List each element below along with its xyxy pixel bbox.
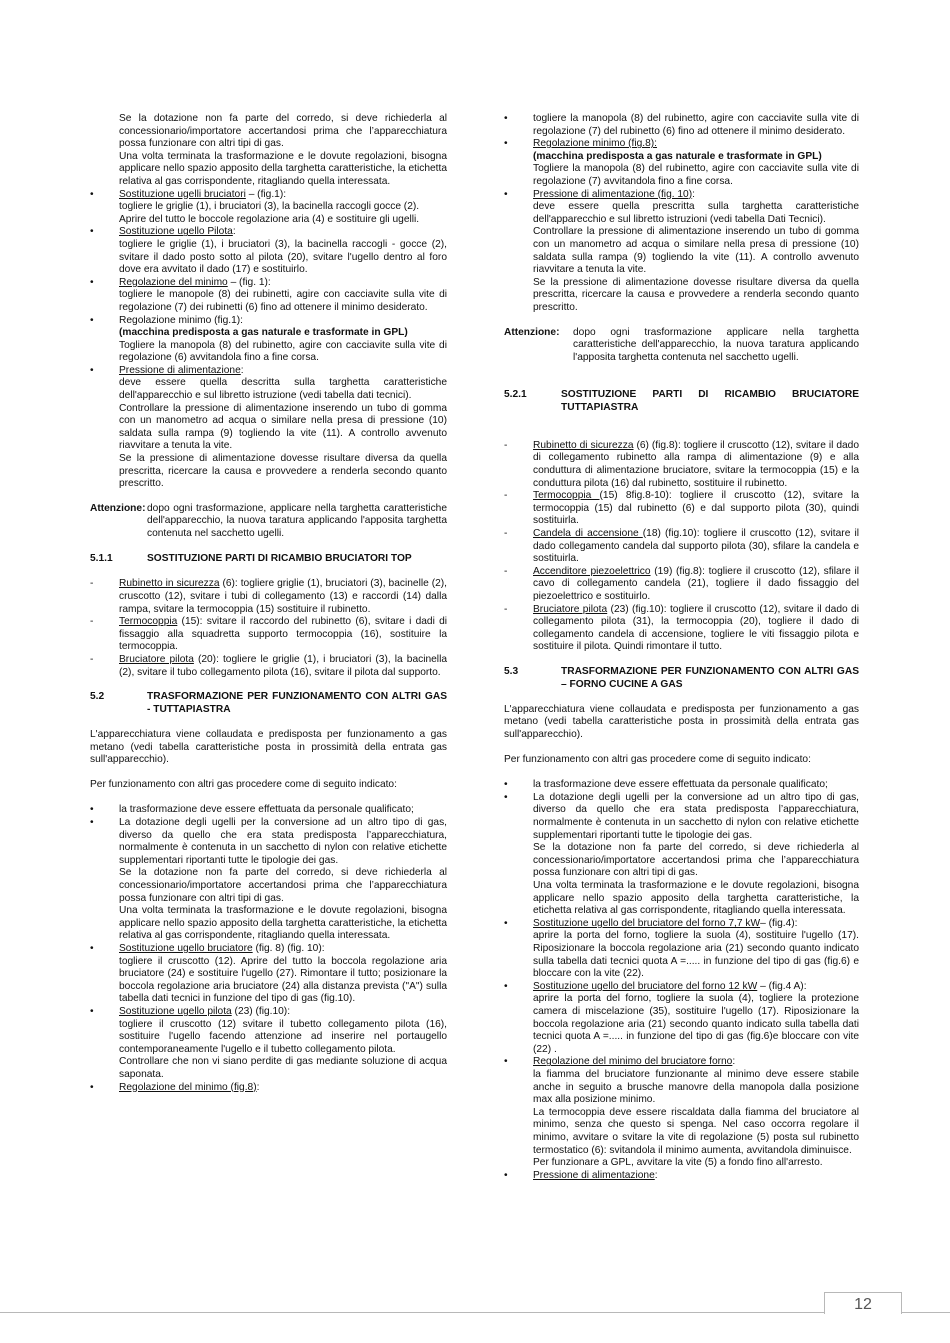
list-item	[90, 578, 447, 616]
item-text: Togliere la manopola (8) del rubinetto, agire con cacciavite sulla vite di regolazione (7) avvitandola fino a fine corsa.	[533, 163, 859, 187]
item-text: Se la dotazione non fa parte del corredo, si deve richiederla al concessionario/importatore accertandosi prima che l’apparecchiatura possa funzionare con altri tipi di gas.	[533, 842, 859, 879]
section-title: SOSTITUZIONE PARTI DI RICAMBIO BRUCIATORI TOP	[147, 553, 412, 565]
left-column	[90, 113, 447, 1106]
list-item	[504, 981, 859, 1057]
item-text: Controllare la pressione di alimentazione inserendo un tubo di gomma con un manometro ad acqua o similare nella presa di pressione (10) saldata sulla rampa (9) togliendo la vite (11). A controllo avvenuto riavvitare a tenuta la vite.	[533, 226, 859, 276]
item-text: la fiamma del bruciatore funzionante al minimo deve essere stabile anche in seguito a brusche manovre della manopola dalla posizione max alla posizione minimo.	[533, 1068, 859, 1106]
item-text: aprire la porta del forno, togliere la suola (4), togliere la protezione camera di miscelazione (35), sostituire l'ugello (17). Riposizionare la boccola regolazione aria (21) secondo quanto indicato sulla tabella dati tecnici quota A =..... in funzione del tipo di gas (fig.6)e bloccare con vite (22) .	[533, 993, 859, 1055]
list-item	[504, 440, 859, 490]
section-heading	[90, 691, 447, 716]
paragraph: Se la dotazione non fa parte del corredo, si deve richiederla al concessionario/importatore accertandosi prima che l’apparecchiatura possa funzionare con altri tipi di gas.	[119, 113, 447, 150]
item-text: Togliere la manopola (8) del rubinetto, agire con cacciavite sulla vite di regolazione (6) avvitandola fino a fine corsa.	[119, 339, 447, 364]
item-text: (19) (fig.8): togliere il cruscotto (12), sfilare il cavo di collegamento candela (21), togliere il dado fissaggio del piezoelettrico e sostituirlo.	[533, 565, 859, 602]
item-text: Aprire del tutto le boccole regolazione aria (4) e sostituire gli ugelli.	[119, 213, 420, 225]
list-item	[90, 943, 447, 1006]
item-text: aprire la porta del forno, togliere la suola (4), sostituire l'ugello (17). Riposizionare la boccola regolazione aria (21) secondo quanto indicato sulla tabella dati tecnici quota A =..... in funzione del tipo di gas (fig.6) e bloccare con la vite (22).	[533, 930, 859, 980]
list-item	[90, 226, 447, 276]
item-text: Se la dotazione non fa parte del corredo, si deve richiederla al concessionario/importatore accertandosi prima che l’apparecchiatura possa funzionare con altri tipi di gas.	[119, 867, 447, 904]
item-text: (6) (fig.8): togliere il cruscotto (12), svitare il dado di collegamento rubinetto alla rampa di alimentazione (9) e alla conduttura di alimentazione bruciatore, svitare la termocoppia (15) e la conduttura pilota (16) dal rubinetto, sostituire il rubinetto.	[533, 439, 859, 489]
section-title: TRASFORMAZIONE PER FUNZIONAMENTO CON ALTRI GAS – FORNO CUCINE A GAS	[561, 665, 859, 690]
item-text: togliere la manopola (8) del rubinetto, agire con cacciavite sulla vite di regolazione (7) del rubinetto (6) fino ad ottenere il minimo desiderato.	[533, 113, 859, 137]
item-title: Regolazione minimo (fig.8):	[533, 138, 658, 150]
item-tail: :	[240, 364, 244, 376]
list-item	[90, 189, 447, 227]
item-title: Sostituzione ugello bruciatore	[119, 943, 253, 954]
item-tail: – (fig.1):	[245, 188, 287, 200]
paragraph: Per funzionamento con altri gas procedere come di seguito indicato:	[90, 779, 397, 791]
list-item	[90, 616, 447, 654]
section-heading	[90, 553, 447, 566]
list-item	[504, 138, 859, 188]
item-tail: :	[654, 1169, 658, 1181]
item-text: Controllare che non vi siano perdite di gas mediante soluzione di acqua saponata.	[119, 1056, 447, 1080]
item-text: Se la pressione di alimentazione dovesse risultare diversa da quella prescritta, ricercare la causa e provvedere a renderla secondo quanto prescritto.	[533, 276, 859, 313]
item-text: deve essere quella prescritta sulla targhetta caratteristiche dell'apparecchio e sul libretto istruzioni (vedi tabella Dati Tecnici).	[533, 201, 859, 225]
item-text: togliere il cruscotto (12). Aprire del tutto la boccola regolazione aria bruciatore (24) e sostituire l'ugello (27). Rimontare il tutto; posizionare la boccola regolazione aria bruciatore (24) alla distanza prevista ("A") sulla tabella dati tecnici in funzione del tipo di gas (fig.10).	[119, 955, 447, 1005]
item-title: Pressione di alimentazione (fig. 10)	[533, 188, 693, 200]
item-text: (6): togliere griglie (1), bruciatori (3), bacinelle (2), cruscotto (12), svitare i tubi di collegamento (13) e raccordi (14) dalla rampa, svitare la termocoppia (15) sostituire il rubinetto.	[119, 578, 447, 615]
item-tail: :	[732, 1056, 736, 1068]
item-title: Regolazione del minimo del bruciatore forno	[533, 1056, 733, 1068]
item-text: Se la pressione di alimentazione dovesse risultare diversa da quella prescritta, ricercare la causa e provvedere a renderla secondo quanto prescritto.	[119, 453, 447, 490]
attention-label: Attenzione:	[504, 326, 560, 338]
item-title: Sostituzione ugello del bruciatore del forno 12 kW	[533, 980, 758, 992]
item-title: Sostituzione ugello pilota	[119, 1005, 232, 1017]
attention-note	[504, 327, 859, 365]
paragraph: Una volta terminata la trasformazione e le dovute regolazioni, bisogna applicare nello spazio apposito della targhetta caratteristiche, la etichetta relativa al gas corrispondente, ritagliando quella interessata.	[119, 150, 447, 187]
item-text: (15) 8fig.8-10): togliere il cruscotto (12), svitare la termocoppia (15) dal rubinetto (6) e dal supporto pilota (30), quindi sostituirla.	[533, 490, 859, 527]
item-tail: – (fig.4):	[760, 917, 798, 929]
list-item	[504, 113, 859, 138]
attention-label: Attenzione:	[90, 502, 146, 514]
item-title: Accenditore piezoelettrico	[533, 565, 651, 577]
list-item	[90, 654, 447, 679]
item-text: Una volta terminata la trasformazione e le dovute regolazioni, bisogna applicare nello spazio apposito della targhetta caratteristiche, la etichetta relativa al gas corrispondente, ritagliando quella interessata.	[119, 905, 447, 942]
item-title: Bruciatore pilota	[533, 603, 608, 615]
section-number: 5.3	[504, 665, 519, 677]
attention-text: dopo ogni trasformazione, applicare nella targhetta caratteristiche dell'apparecchio, la nuova taratura applicando l'apposita targhetta contenuta nel sacchetto ugelli.	[147, 502, 447, 539]
list-item	[504, 1056, 859, 1169]
footer-divider	[0, 1312, 950, 1313]
item-text: (15): svitare il raccordo del rubinetto (6), svitare i dadi di fissaggio alla squadretta supporto termocoppia (16), sostituire la termocoppia.	[119, 616, 447, 653]
item-tail: Regolazione minimo (fig.1):	[119, 314, 244, 326]
list-item	[90, 804, 447, 817]
item-bold-text: (macchina predisposta a gas naturale e trasformate in GPL)	[533, 150, 822, 162]
item-title: Pressione di alimentazione	[119, 364, 241, 376]
item-text: togliere le manopole (8) dei rubinetti, agire con cacciavite sulla vite di regolazione (7) dei rubinetti (6) fino ad ottenere il minimo desiderato.	[119, 289, 447, 313]
item-text: la trasformazione deve essere effettuata da personale qualificato;	[119, 804, 414, 816]
item-tail: – (fig. 1):	[227, 276, 271, 288]
list-item	[504, 918, 859, 981]
list-item	[504, 189, 859, 315]
item-title: Sostituzione ugelli bruciatori	[119, 188, 246, 200]
item-tail: :	[256, 1081, 260, 1093]
item-text: (18) (fig.10): togliere il cruscotto (12), svitare il dado collegamento candela dal supporto pilota (30), sfilare la candela e sostituirla.	[533, 528, 859, 565]
item-tail: (fig. 8) (fig. 10):	[252, 943, 325, 954]
section-number: 5.2	[90, 691, 105, 703]
list-item	[504, 566, 859, 604]
item-title: Bruciatore pilota	[119, 653, 194, 665]
item-text: La termocoppia deve essere riscaldata dalla fiamma del bruciatore al minimo, senza che questo si spenga. Nel caso occorra regolare il minimo, avvitare o svitare la vite di regolazione (5) posta sul rubinetto termostatico (6): svitandola il minimo aumenta, avvitandola diminuisce.	[533, 1106, 859, 1156]
paragraph: L'apparecchiatura viene collaudata e predisposta per funzionamento a gas metano (vedi tabella caratteristiche posta in prossimità della entrata gas sull'apparecchio).	[504, 703, 859, 740]
page-number: 12	[824, 1292, 902, 1314]
item-title: Rubinetto in sicurezza	[119, 578, 220, 590]
paragraph: Per funzionamento con altri gas procedere come di seguito indicato:	[504, 754, 811, 766]
item-text: La dotazione degli ugelli per la conversione ad un altro tipo di gas, diverso da quello che era stata predisposta l’apparecchiatura, normalmente è contenuta in un sacchetto di nylon con relative etichette supplementari riportanti tutte le tipologie dei gas.	[119, 817, 447, 866]
item-text: La dotazione degli ugelli per la conversione ad un altro tipo di gas, diverso da quello che era stata predisposta l’apparecchiatura, normalmente è contenuta in un sacchetto di nylon con relative etichette supplementari riportanti tutte le tipologie dei gas.	[533, 791, 859, 841]
item-title: Regolazione del minimo (fig.8)	[119, 1081, 257, 1093]
bullet-list	[504, 779, 859, 1182]
item-title: Termocoppia	[533, 490, 600, 502]
list-item	[504, 490, 859, 528]
section-heading	[504, 389, 859, 414]
list-item	[90, 817, 447, 943]
list-item	[504, 779, 859, 792]
item-tail: – (fig.4 A):	[757, 980, 807, 992]
item-text: la trasformazione deve essere effettuata da personale qualificato;	[533, 779, 828, 791]
item-title: Candela di accensione	[533, 528, 643, 539]
list-item	[90, 365, 447, 491]
bullet-list	[90, 804, 447, 1094]
section-title: SOSTITUZIONE PARTI DI RICAMBIO BRUCIATORE TUTTAPIASTRA	[561, 389, 859, 414]
list-item	[504, 604, 859, 654]
list-item	[504, 1170, 859, 1183]
section-heading	[504, 666, 859, 691]
list-item	[504, 792, 859, 918]
attention-text: dopo ogni trasformazione applicare nella targhetta caratteristiche dell'apparecchio, la nuova taratura applicando l'apposita targhetta contenuta nel sacchetto ugelli.	[573, 326, 859, 363]
item-tail: (23) (fig.10):	[231, 1005, 291, 1017]
item-text: togliere le griglie (1), i bruciatori (3), la bacinella raccogli - gocce (2), svitare il dado posto sotto al pilota (20), svitare l'ugello dentro al foro dove era avvitato il dado (17) e sostituirlo.	[119, 238, 447, 276]
item-text: Una volta terminata la trasformazione e le dovute regolazioni, bisogna applicare nello spazio apposito della targhetta caratteristiche, la etichetta relativa al gas corrispondente, ritagliando quella interessata.	[533, 880, 859, 917]
item-text: Per funzionare a GPL, avvitare la vite (5) a fondo fino all'arresto.	[533, 1157, 823, 1169]
item-text: (20): togliere le griglie (1), i bruciatori (3), la bacinella (2), svitare il tubo collegamento pilota (16), svitare il pilota dal supporto.	[119, 653, 448, 678]
dash-list	[504, 440, 859, 654]
right-column	[504, 113, 859, 1194]
list-item	[90, 1006, 447, 1082]
item-text: (23) (fig.10): togliere il cruscotto (12), svitare il dado di collegamento pilota (31), la termocoppia (20), togliere il dado di collegamento candela di accensione, togliere le viti fissaggio pilota e sostituire il pilota. Quindi rimontare il tutto.	[533, 603, 859, 653]
section-number: 5.2.1	[504, 389, 527, 401]
section-number: 5.1.1	[90, 553, 113, 565]
list-item	[90, 277, 447, 315]
item-text: Controllare la pressione di alimentazione inserendo un tubo di gomma con un manometro ad acqua o similare nella presa di pressione (10) saldata sulla rampa (9) togliendo la vite (11). A controllo avvenuto riavvitare a tenuta la vite.	[119, 402, 447, 452]
item-bold-text: (macchina predisposta a gas naturale e trasformate in GPL)	[119, 327, 408, 339]
bullet-list	[504, 113, 859, 315]
dash-list	[90, 578, 447, 679]
item-title: Pressione di alimentazione	[533, 1169, 655, 1181]
item-title: Sostituzione ugello Pilota	[119, 226, 233, 238]
bullet-list	[90, 189, 447, 491]
item-text: togliere le griglie (1), i bruciatori (3), la bacinella raccogli gocce (2).	[119, 201, 420, 213]
item-text: deve essere quella descritta sulla targhetta caratteristiche dell'apparecchio e sul libretto istruzione (vedi tabella dati tecnici).	[119, 377, 447, 402]
paragraph: L'apparecchiatura viene collaudata e predisposta per funzionamento a gas metano (vedi tabella caratteristiche posta in prossimità della entrata gas sull'apparecchio).	[90, 728, 447, 766]
attention-note	[90, 503, 447, 541]
item-tail: :	[232, 226, 236, 238]
item-title: Regolazione del minimo	[119, 276, 228, 288]
item-title: Rubinetto di sicurezza	[533, 439, 634, 451]
item-tail: :	[692, 188, 695, 200]
item-text: togliere il cruscotto (12) svitare il tubetto collegamento pilota (16), sostituire l'ugello facendo attenzione ad inserire nel portaugello contemporaneamente l'ugello e il tubetto collegamento pilota.	[119, 1018, 447, 1055]
list-item	[90, 1082, 447, 1095]
list-item	[504, 528, 859, 566]
item-title: Sostituzione ugello del bruciatore del forno 7,7 kW	[533, 917, 761, 929]
list-item	[90, 315, 447, 365]
section-title: TRASFORMAZIONE PER FUNZIONAMENTO CON ALTRI GAS - TUTTAPIASTRA	[147, 691, 447, 715]
item-title: Termocoppia	[119, 616, 178, 628]
